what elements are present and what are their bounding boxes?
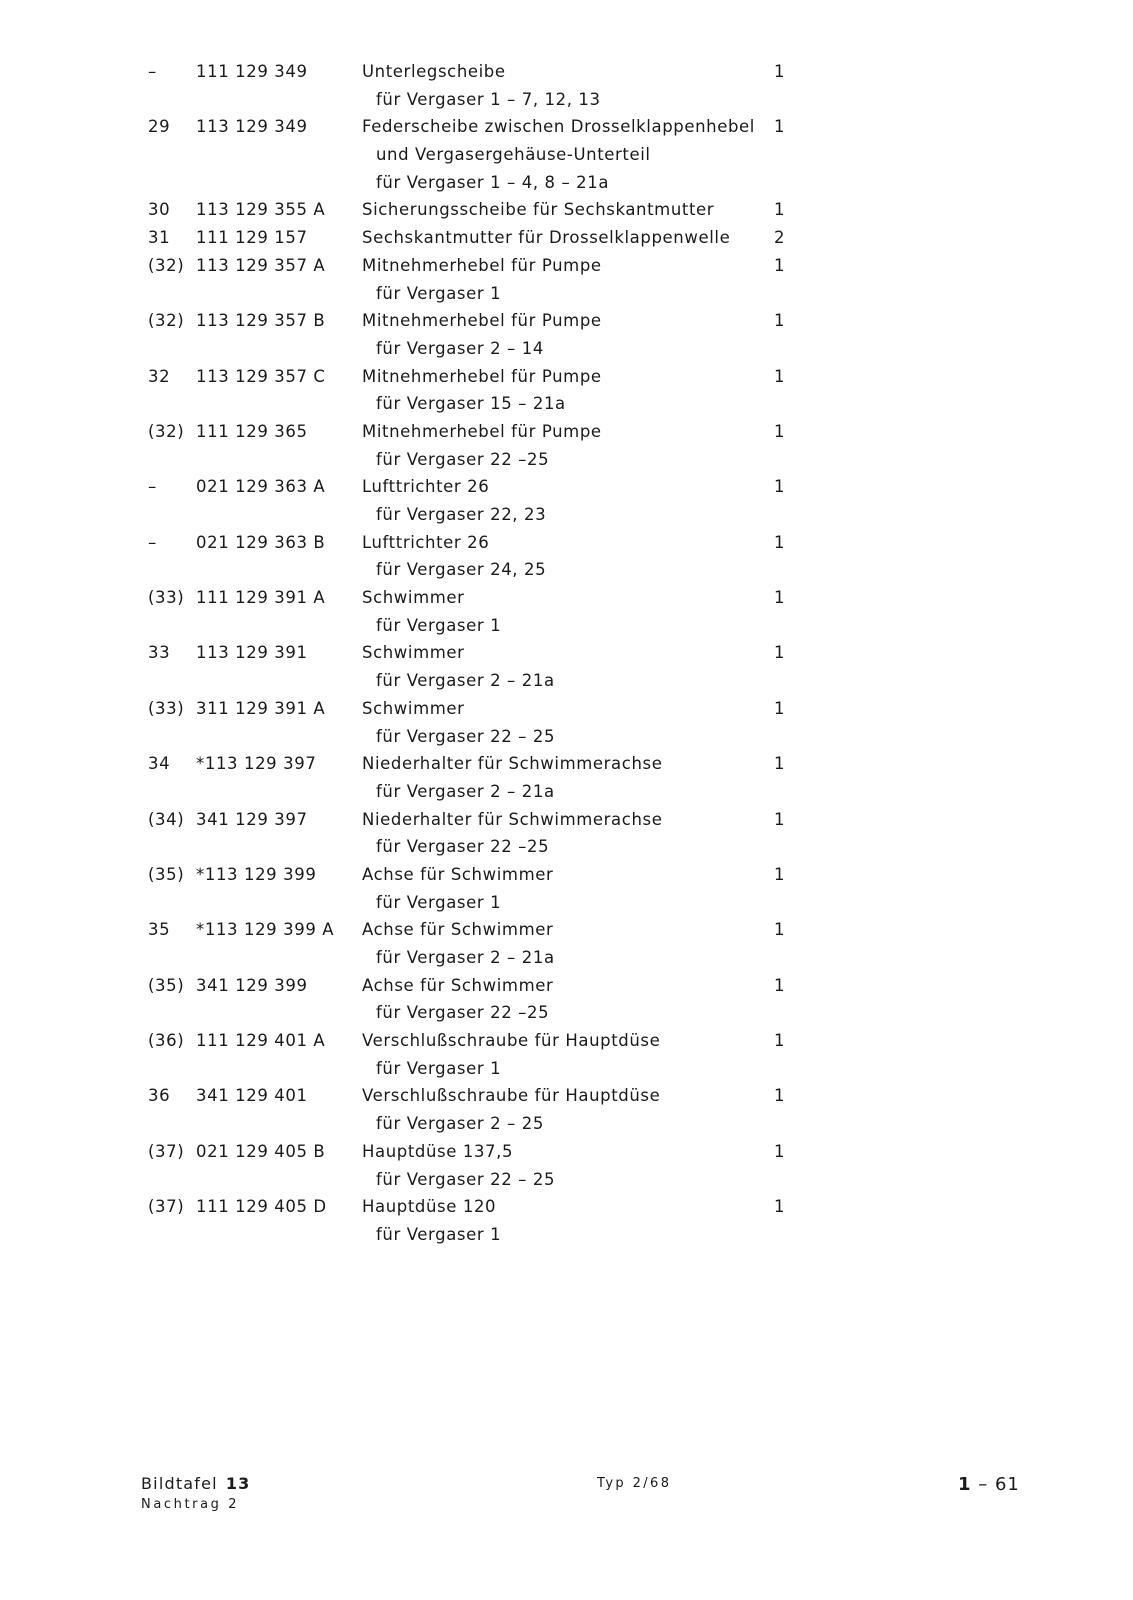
parts-row: [0, 196, 1133, 224]
parts-row-continuation: [0, 999, 1133, 1027]
position-number: 36: [148, 1086, 171, 1106]
part-number: 111 129 401 A: [196, 1031, 326, 1051]
parts-row-continuation: [0, 723, 1133, 751]
part-description: Lufttrichter 26: [362, 532, 490, 552]
part-number: 111 129 349: [196, 62, 308, 81]
part-description-detail: für Vergaser 1: [376, 1224, 502, 1244]
parts-row-continuation: [0, 944, 1133, 972]
part-description: Schwimmer: [362, 643, 465, 663]
parts-row: [0, 113, 1133, 141]
position-number: (33): [148, 588, 185, 608]
parts-row-continuation: [0, 335, 1133, 363]
part-number: *113 129 399 A: [196, 920, 335, 940]
quantity: 1: [774, 200, 786, 220]
part-description-detail: für Vergaser 2 – 21a: [376, 948, 555, 967]
position-number: –: [148, 532, 157, 552]
part-description: Mitnehmerhebel für Pumpe: [362, 366, 602, 386]
part-description-detail: für Vergaser 1 – 4, 8 – 21a: [376, 172, 610, 192]
quantity: 1: [774, 1031, 786, 1051]
part-description-detail: für Vergaser 15 – 21a: [376, 394, 566, 414]
quantity: 1: [774, 477, 786, 497]
parts-row-continuation: [0, 1110, 1133, 1138]
position-number: (34): [148, 809, 185, 829]
quantity: 1: [774, 1197, 786, 1217]
page-rest: – 61: [971, 1474, 1020, 1495]
part-description-detail: für Vergaser 22 – 25: [376, 1169, 556, 1189]
part-description: Niederhalter für Schwimmerachse: [362, 809, 663, 829]
parts-row: [0, 584, 1133, 612]
part-number: 111 129 405 D: [196, 1197, 327, 1217]
parts-row-continuation: [0, 1166, 1133, 1194]
part-description-detail: für Vergaser 2 – 21a: [376, 671, 555, 691]
quantity: 1: [774, 864, 786, 884]
parts-row: [0, 1138, 1133, 1166]
quantity: 1: [774, 1086, 786, 1106]
type-label: Typ 2/68: [597, 1476, 672, 1491]
quantity: 1: [774, 975, 786, 995]
parts-row-continuation: [0, 280, 1133, 308]
part-description-detail: für Vergaser 1 – 7, 12, 13: [376, 89, 601, 109]
part-number: 341 129 399: [196, 975, 308, 995]
parts-row: [0, 695, 1133, 723]
parts-row: [0, 224, 1133, 252]
part-description: Achse für Schwimmer: [362, 920, 554, 940]
parts-row-continuation: [0, 1221, 1133, 1249]
parts-row: [0, 363, 1133, 391]
footer-plate: [141, 1474, 251, 1512]
parts-row: [0, 806, 1133, 834]
part-number: 113 129 355 A: [196, 200, 326, 220]
position-number: (36): [148, 1031, 185, 1051]
part-description-detail: für Vergaser 1: [376, 1058, 502, 1078]
part-number: 111 129 157: [196, 228, 308, 248]
part-number: 113 129 391: [196, 643, 308, 663]
quantity: 1: [774, 643, 786, 663]
parts-row: [0, 252, 1133, 280]
parts-row-continuation: [0, 141, 1133, 169]
part-description: Verschlußschraube für Hauptdüse: [362, 1086, 661, 1106]
part-description-detail: für Vergaser 1: [376, 615, 502, 635]
quantity: 1: [774, 421, 786, 441]
parts-row-continuation: [0, 833, 1133, 861]
quantity: 1: [774, 1141, 786, 1161]
parts-row-continuation: [0, 390, 1133, 418]
parts-row: [0, 307, 1133, 335]
part-number: 113 129 357 A: [196, 255, 326, 275]
parts-row: [0, 861, 1133, 889]
parts-row: [0, 1193, 1133, 1221]
quantity: 1: [774, 532, 786, 552]
part-number: 021 129 363 B: [196, 532, 326, 552]
part-description-detail: für Vergaser 2 – 21a: [376, 781, 555, 801]
supplement-label: Nachtrag 2: [141, 1497, 240, 1512]
part-description: Mitnehmerhebel für Pumpe: [362, 421, 602, 441]
position-number: (37): [148, 1197, 185, 1217]
part-description-detail: für Vergaser 2 – 25: [376, 1114, 544, 1134]
position-number: (32): [148, 311, 185, 331]
part-description: Achse für Schwimmer: [362, 864, 554, 884]
quantity: 1: [774, 588, 786, 608]
quantity: 1: [774, 117, 786, 137]
position-number: (32): [148, 255, 185, 275]
part-description: Mitnehmerhebel für Pumpe: [362, 255, 602, 275]
quantity: 1: [774, 366, 786, 386]
part-description-detail: für Vergaser 22 – 25: [376, 726, 556, 746]
plate-label: Bildtafel: [141, 1474, 218, 1493]
position-number: 30: [148, 200, 171, 220]
part-description-detail: für Vergaser 22, 23: [376, 505, 547, 524]
part-description-detail: und Vergasergehäuse-Unterteil: [376, 145, 651, 165]
parts-row-continuation: [0, 778, 1133, 806]
part-description-detail: für Vergaser 22 –25: [376, 837, 550, 857]
parts-row-continuation: [0, 556, 1133, 584]
parts-row: [0, 750, 1133, 778]
position-number: 34: [148, 754, 171, 774]
part-description-detail: für Vergaser 22 –25: [376, 1003, 550, 1023]
position-number: 29: [148, 117, 171, 137]
part-number: 021 129 405 B: [196, 1141, 326, 1161]
part-number: *113 129 399: [196, 864, 317, 884]
position-number: 31: [148, 228, 171, 248]
parts-row: [0, 529, 1133, 557]
position-number: (37): [148, 1141, 185, 1161]
quantity: 1: [774, 920, 786, 940]
parts-row-continuation: [0, 1055, 1133, 1083]
part-description: Federscheibe zwischen Drosselklappenhebel: [362, 117, 755, 137]
parts-row: [0, 58, 1133, 86]
parts-list: [0, 58, 1133, 1249]
part-description: Mitnehmerhebel für Pumpe: [362, 311, 602, 331]
part-description: Schwimmer: [362, 698, 465, 718]
position-number: (35): [148, 864, 185, 884]
quantity: 1: [774, 62, 786, 81]
parts-row-continuation: [0, 169, 1133, 197]
quantity: 1: [774, 809, 786, 829]
parts-row: [0, 916, 1133, 944]
part-number: 111 129 365: [196, 421, 308, 441]
plate-number: 13: [225, 1474, 251, 1493]
part-number: 341 129 397: [196, 809, 308, 829]
position-number: 35: [148, 920, 171, 940]
parts-row: [0, 473, 1133, 501]
position-number: (33): [148, 698, 185, 718]
part-description: Niederhalter für Schwimmerachse: [362, 754, 663, 774]
parts-row: [0, 639, 1133, 667]
position-number: 33: [148, 643, 171, 663]
position-number: –: [148, 477, 157, 497]
quantity: 2: [774, 228, 786, 248]
parts-row-continuation: [0, 86, 1133, 114]
part-number: 111 129 391 A: [196, 588, 326, 608]
quantity: 1: [774, 311, 786, 331]
position-number: (35): [148, 975, 185, 995]
part-description: Schwimmer: [362, 588, 465, 608]
quantity: 1: [774, 754, 786, 774]
part-description: Achse für Schwimmer: [362, 975, 554, 995]
position-number: 32: [148, 366, 171, 386]
part-description: Sechskantmutter für Drosselklappenwelle: [362, 228, 731, 248]
quantity: 1: [774, 698, 786, 718]
parts-row-continuation: [0, 889, 1133, 917]
part-description-detail: für Vergaser 2 – 14: [376, 338, 544, 358]
part-number: 113 129 349: [196, 117, 308, 137]
parts-row-continuation: [0, 612, 1133, 640]
parts-row-continuation: [0, 446, 1133, 474]
position-number: –: [148, 62, 157, 81]
part-number: 341 129 401: [196, 1086, 308, 1106]
part-number: 113 129 357 B: [196, 311, 326, 331]
part-description: Lufttrichter 26: [362, 477, 490, 497]
parts-row-continuation: [0, 501, 1133, 529]
part-description: Verschlußschraube für Hauptdüse: [362, 1031, 661, 1051]
part-number: 311 129 391 A: [196, 698, 326, 718]
parts-row: [0, 1027, 1133, 1055]
part-description-detail: für Vergaser 1: [376, 892, 502, 912]
part-number: *113 129 397: [196, 754, 317, 774]
part-description: Unterlegscheibe: [362, 62, 506, 81]
page-section: 1: [958, 1474, 972, 1495]
parts-row-continuation: [0, 667, 1133, 695]
parts-row: [0, 972, 1133, 1000]
part-description-detail: für Vergaser 1: [376, 283, 502, 303]
part-description-detail: für Vergaser 24, 25: [376, 560, 547, 580]
quantity: 1: [774, 255, 786, 275]
part-description: Hauptdüse 137,5: [362, 1141, 514, 1161]
parts-row: [0, 418, 1133, 446]
part-number: 021 129 363 A: [196, 477, 326, 497]
part-description: Sicherungsscheibe für Sechskantmutter: [362, 200, 715, 220]
part-description-detail: für Vergaser 22 –25: [376, 449, 550, 469]
part-number: 113 129 357 C: [196, 366, 326, 386]
position-number: (32): [148, 421, 185, 441]
page-number: [958, 1474, 1020, 1495]
part-description: Hauptdüse 120: [362, 1197, 497, 1217]
parts-row: [0, 1082, 1133, 1110]
